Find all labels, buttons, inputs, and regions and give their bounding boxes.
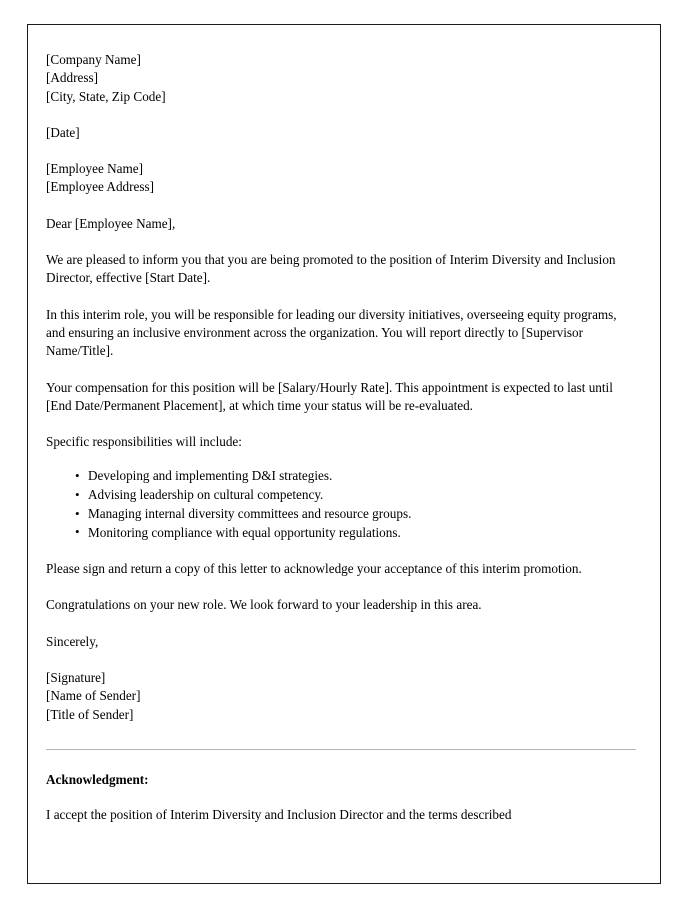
signature-block [46,669,633,724]
sender-address-line: [Address] [46,70,99,86]
sender-city-state-zip-line: [City, State, Zip Code] [46,88,166,104]
signature-placeholder-line: [Signature] [46,670,106,686]
responsibilities-intro: Specific responsibilities will include: [46,434,242,450]
list-item: • Monitoring compliance with equal opportunity regulations. [46,524,633,542]
date-line: [Date] [46,124,80,140]
closing-paragraph-congratulations: Congratulations on your new role. We look forward to your leadership in this area. [46,597,482,613]
recipient-name-line: [Employee Name] [46,161,144,177]
document-content-area [28,25,660,823]
spacer-after-date [46,142,633,160]
salutation: Dear [Employee Name], [46,215,176,231]
recipient-address-block [46,160,633,197]
list-item: • Advising leadership on cultural competency. [46,486,633,504]
date-block [46,124,633,142]
section-divider [46,749,636,750]
responsibilities-list [46,467,633,542]
body-paragraph-promotion: We are pleased to inform you that you are being promoted to the position of Interim Diversity and Inclusion Director, effective [Start Date]. [46,252,616,286]
sender-address-block [46,51,633,106]
acknowledgment-heading: Acknowledgment: [46,771,149,787]
sender-name-line: [Name of Sender] [46,688,141,704]
sender-title-line: [Title of Sender] [46,706,134,722]
recipient-address-line: [Employee Address] [46,179,155,195]
list-item: • Managing internal diversity committees and resource groups. [46,505,633,523]
list-item: • Developing and implementing D&I strategies. [46,467,633,485]
sign-off: Sincerely, [46,633,99,649]
sender-company-line: [Company Name] [46,52,141,67]
letter-body [46,51,633,825]
body-paragraph-role-duties: In this interim role, you will be responsible for leading our diversity initiatives, overseeing equity programs, and ensuring an inclusive environment across the organization. You will report directly to [Supervisor Name/Title]. [46,306,617,359]
acknowledgment-text: I accept the position of Interim Diversity and Inclusion Director and the terms described [46,807,512,823]
spacer-after-sender [46,106,633,124]
spacer-before-signature [46,651,633,669]
document-page [27,24,661,884]
closing-paragraph-sign-return: Please sign and return a copy of this letter to acknowledge your acceptance of this interim promotion. [46,561,582,577]
body-paragraph-compensation: Your compensation for this position will be [Salary/Hourly Rate]. This appointment is expected to last until [End Date/Permanent Placement], at which time your status will be re-evaluated. [46,379,613,413]
spacer-after-recipient [46,197,633,215]
